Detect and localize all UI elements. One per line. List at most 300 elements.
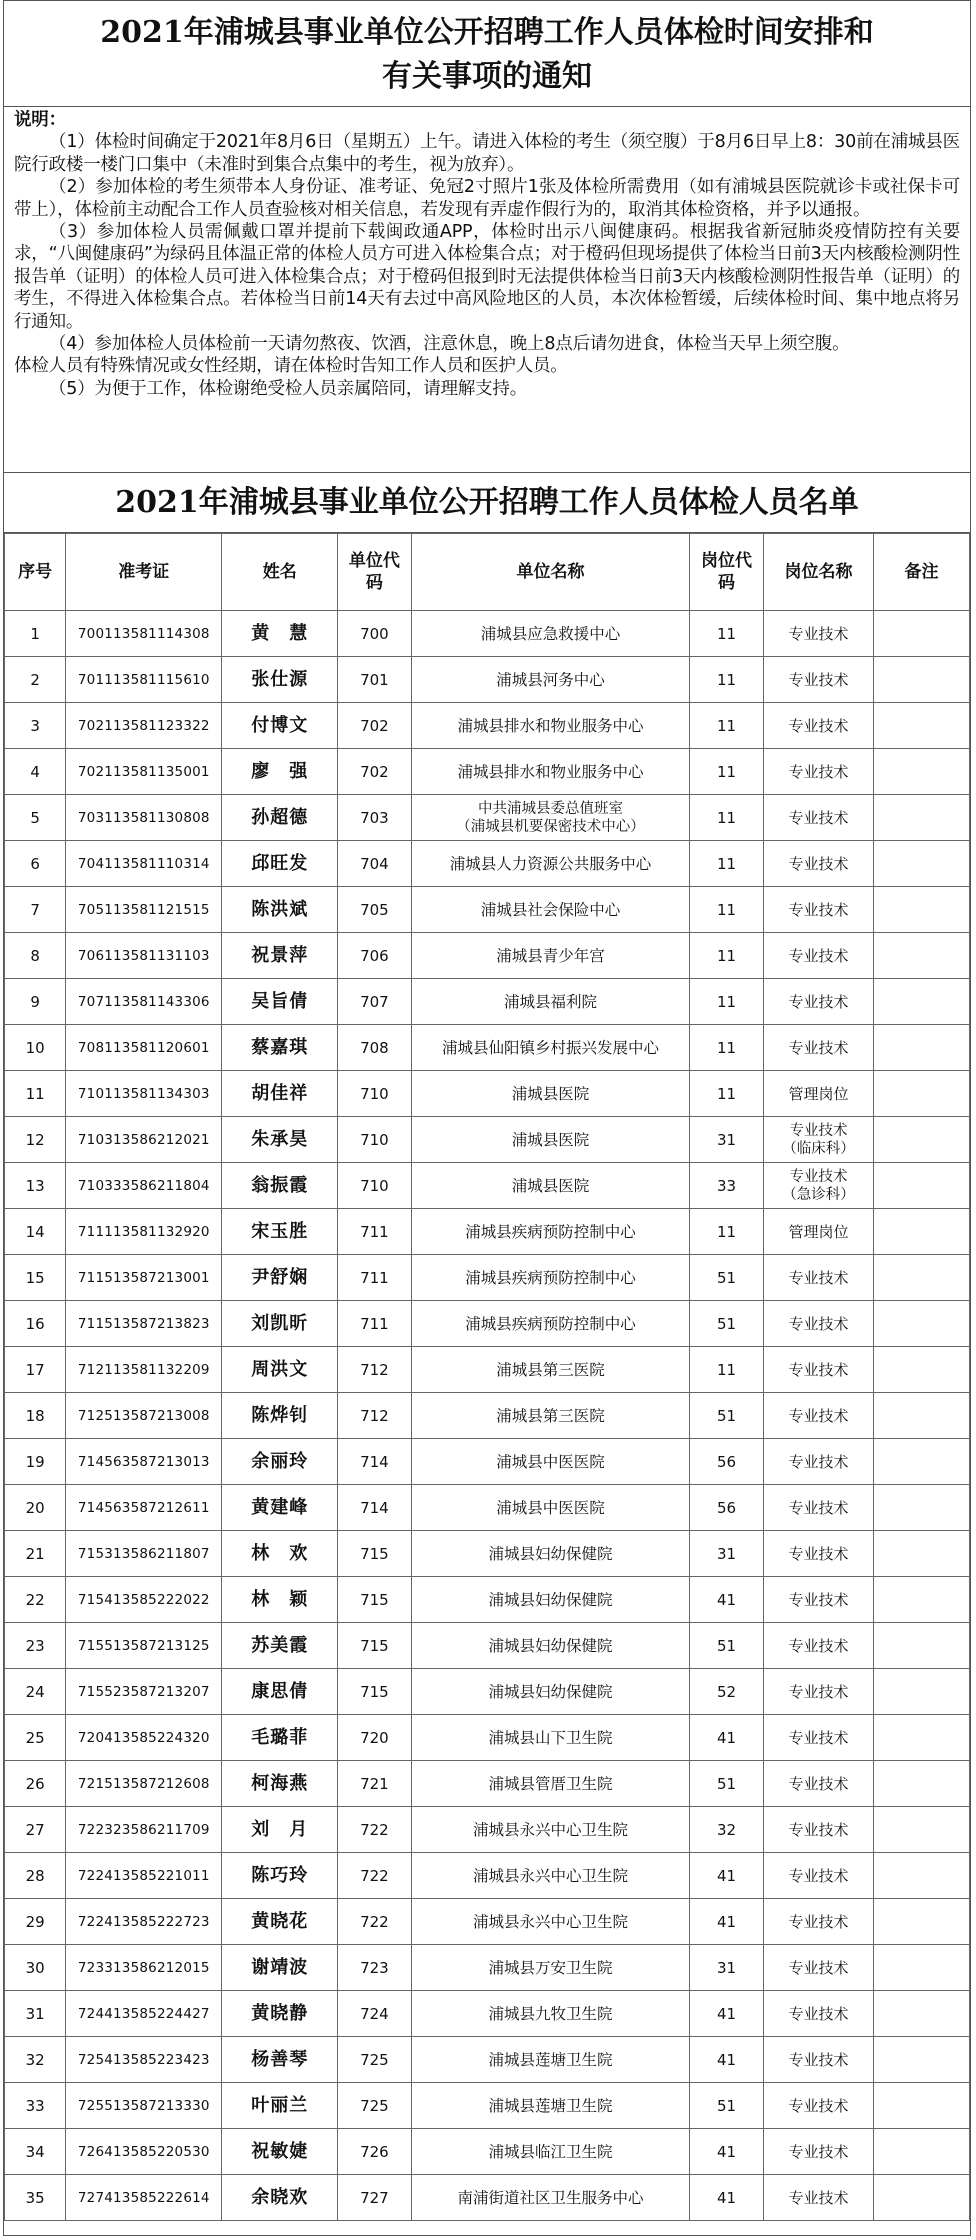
cell-ticket: 712513587213008 xyxy=(66,1393,222,1439)
table-row xyxy=(5,657,970,703)
cell-post-code: 11 xyxy=(690,841,764,887)
cell-post-name: 专业技术 xyxy=(763,1899,873,1945)
cell-index: 22 xyxy=(5,1577,66,1623)
cell-unit-code: 724 xyxy=(338,1991,412,2037)
cell-index: 23 xyxy=(5,1623,66,1669)
table-row xyxy=(5,1715,970,1761)
cell-unit-name: 浦城县中医医院 xyxy=(411,1439,690,1485)
cell-post-name: 专业技术 xyxy=(763,1945,873,1991)
cell-remarks xyxy=(874,1485,970,1531)
cell-remarks xyxy=(874,933,970,979)
cell-post-code: 11 xyxy=(690,1209,764,1255)
cell-unit-code: 712 xyxy=(338,1347,412,1393)
cell-remarks xyxy=(874,2175,970,2221)
cell-name: 陈洪斌 xyxy=(222,887,338,933)
cell-index: 27 xyxy=(5,1807,66,1853)
table-row xyxy=(5,703,970,749)
cell-index: 14 xyxy=(5,1209,66,1255)
cell-post-code: 32 xyxy=(690,1807,764,1853)
cell-remarks xyxy=(874,1807,970,1853)
notice-notes xyxy=(4,107,970,473)
cell-index: 1 xyxy=(5,611,66,657)
cell-remarks xyxy=(874,1715,970,1761)
cell-index: 30 xyxy=(5,1945,66,1991)
cell-post-code: 56 xyxy=(690,1439,764,1485)
cell-post-code: 41 xyxy=(690,2129,764,2175)
cell-post-name: 专业技术 （急诊科） xyxy=(763,1163,873,1209)
cell-post-name: 专业技术 xyxy=(763,1347,873,1393)
cell-post-code: 51 xyxy=(690,1623,764,1669)
cell-unit-name: 浦城县莲塘卫生院 xyxy=(411,2083,690,2129)
cell-post-name: 专业技术 xyxy=(763,1255,873,1301)
cell-index: 34 xyxy=(5,2129,66,2175)
cell-unit-name: 浦城县九牧卫生院 xyxy=(411,1991,690,2037)
cell-post-code: 41 xyxy=(690,2175,764,2221)
cell-remarks xyxy=(874,1301,970,1347)
cell-unit-code: 710 xyxy=(338,1163,412,1209)
cell-ticket: 707113581143306 xyxy=(66,979,222,1025)
cell-unit-name: 南浦街道社区卫生服务中心 xyxy=(411,2175,690,2221)
cell-remarks xyxy=(874,1577,970,1623)
cell-post-code: 41 xyxy=(690,1577,764,1623)
cell-post-code: 41 xyxy=(690,1899,764,1945)
cell-ticket: 711513587213823 xyxy=(66,1301,222,1347)
cell-remarks xyxy=(874,749,970,795)
cell-name: 陈烨钊 xyxy=(222,1393,338,1439)
cell-post-name: 专业技术 xyxy=(763,1577,873,1623)
cell-post-code: 41 xyxy=(690,1715,764,1761)
cell-unit-name: 浦城县医院 xyxy=(411,1117,690,1163)
cell-ticket: 711513587213001 xyxy=(66,1255,222,1301)
cell-name: 柯海燕 xyxy=(222,1761,338,1807)
cell-unit-name: 浦城县妇幼保健院 xyxy=(411,1531,690,1577)
cell-ticket: 715513587213125 xyxy=(66,1623,222,1669)
cell-unit-code: 704 xyxy=(338,841,412,887)
cell-ticket: 720413585224320 xyxy=(66,1715,222,1761)
cell-post-name: 专业技术 xyxy=(763,979,873,1025)
cell-unit-name: 浦城县青少年宫 xyxy=(411,933,690,979)
cell-index: 31 xyxy=(5,1991,66,2037)
cell-unit-name: 浦城县仙阳镇乡村振兴发展中心 xyxy=(411,1025,690,1071)
cell-ticket: 715413585222022 xyxy=(66,1577,222,1623)
cell-unit-code: 700 xyxy=(338,611,412,657)
cell-name: 陈巧玲 xyxy=(222,1853,338,1899)
cell-unit-name: 浦城县医院 xyxy=(411,1163,690,1209)
cell-unit-code: 715 xyxy=(338,1531,412,1577)
cell-remarks xyxy=(874,611,970,657)
table-row xyxy=(5,1945,970,1991)
cell-name: 张仕源 xyxy=(222,657,338,703)
table-row xyxy=(5,749,970,795)
document-sheet xyxy=(3,0,971,2236)
cell-post-code: 51 xyxy=(690,1301,764,1347)
cell-unit-name: 浦城县河务中心 xyxy=(411,657,690,703)
column-header-unit-name: 单位名称 xyxy=(411,534,690,611)
cell-post-name: 专业技术 xyxy=(763,887,873,933)
cell-unit-name: 浦城县第三医院 xyxy=(411,1393,690,1439)
cell-index: 33 xyxy=(5,2083,66,2129)
cell-post-name: 专业技术 xyxy=(763,933,873,979)
table-row xyxy=(5,1623,970,1669)
cell-name: 蔡嘉琪 xyxy=(222,1025,338,1071)
cell-index: 10 xyxy=(5,1025,66,1071)
cell-post-name: 专业技术 xyxy=(763,1669,873,1715)
table-row xyxy=(5,933,970,979)
cell-name: 黄建峰 xyxy=(222,1485,338,1531)
cell-remarks xyxy=(874,841,970,887)
cell-name: 林 欢 xyxy=(222,1531,338,1577)
cell-post-code: 41 xyxy=(690,1853,764,1899)
cell-unit-code: 702 xyxy=(338,749,412,795)
table-row xyxy=(5,795,970,841)
cell-post-name: 专业技术 xyxy=(763,1761,873,1807)
cell-remarks xyxy=(874,1991,970,2037)
cell-remarks xyxy=(874,887,970,933)
cell-unit-code: 710 xyxy=(338,1071,412,1117)
cell-ticket: 723313586212015 xyxy=(66,1945,222,1991)
table-row xyxy=(5,2037,970,2083)
cell-post-name: 专业技术 xyxy=(763,1853,873,1899)
column-header-remarks: 备注 xyxy=(874,534,970,611)
cell-index: 16 xyxy=(5,1301,66,1347)
cell-unit-name: 浦城县永兴中心卫生院 xyxy=(411,1853,690,1899)
note-item: （2）参加体检的考生须带本人身份证、准考证、免冠2寸照片1张及体检所需费用（如有浦城县医院就诊卡或社保卡可带上），体检前主动配合工作人员查验核对相关信息，若发现有弄虚作假行为的，取消其体检资格，并予以通报。 xyxy=(14,177,960,220)
cell-remarks xyxy=(874,979,970,1025)
table-row xyxy=(5,1347,970,1393)
roster-body xyxy=(5,611,970,2221)
cell-ticket: 703113581130808 xyxy=(66,795,222,841)
cell-ticket: 710113581134303 xyxy=(66,1071,222,1117)
cell-post-code: 31 xyxy=(690,1117,764,1163)
cell-ticket: 727413585222614 xyxy=(66,2175,222,2221)
table-row xyxy=(5,1531,970,1577)
cell-unit-code: 725 xyxy=(338,2083,412,2129)
cell-unit-name: 浦城县山下卫生院 xyxy=(411,1715,690,1761)
cell-post-code: 11 xyxy=(690,795,764,841)
cell-name: 宋玉胜 xyxy=(222,1209,338,1255)
cell-ticket: 714563587212611 xyxy=(66,1485,222,1531)
cell-name: 黄晓静 xyxy=(222,1991,338,2037)
cell-ticket: 701113581115610 xyxy=(66,657,222,703)
cell-name: 尹舒娴 xyxy=(222,1255,338,1301)
cell-unit-name: 浦城县临江卫生院 xyxy=(411,2129,690,2175)
table-row xyxy=(5,1991,970,2037)
cell-unit-code: 727 xyxy=(338,2175,412,2221)
cell-post-name: 专业技术 xyxy=(763,703,873,749)
cell-name: 吴旨倩 xyxy=(222,979,338,1025)
cell-name: 林 颖 xyxy=(222,1577,338,1623)
cell-post-code: 11 xyxy=(690,611,764,657)
cell-unit-name: 浦城县莲塘卫生院 xyxy=(411,2037,690,2083)
cell-unit-code: 720 xyxy=(338,1715,412,1761)
cell-index: 12 xyxy=(5,1117,66,1163)
table-row xyxy=(5,1853,970,1899)
cell-index: 25 xyxy=(5,1715,66,1761)
cell-name: 廖 强 xyxy=(222,749,338,795)
cell-remarks xyxy=(874,1531,970,1577)
cell-unit-code: 722 xyxy=(338,1899,412,1945)
table-row xyxy=(5,979,970,1025)
cell-name: 黄 慧 xyxy=(222,611,338,657)
column-header-index: 序号 xyxy=(5,534,66,611)
cell-post-code: 11 xyxy=(690,887,764,933)
column-header-post-name: 岗位名称 xyxy=(763,534,873,611)
cell-name: 周洪文 xyxy=(222,1347,338,1393)
cell-post-name: 专业技术 xyxy=(763,2129,873,2175)
cell-index: 32 xyxy=(5,2037,66,2083)
table-row xyxy=(5,1393,970,1439)
cell-post-code: 56 xyxy=(690,1485,764,1531)
table-row xyxy=(5,1025,970,1071)
cell-ticket: 722413585222723 xyxy=(66,1899,222,1945)
cell-remarks xyxy=(874,1347,970,1393)
cell-post-code: 31 xyxy=(690,1945,764,1991)
table-row xyxy=(5,1301,970,1347)
cell-unit-name: 浦城县万安卫生院 xyxy=(411,1945,690,1991)
cell-remarks xyxy=(874,1393,970,1439)
cell-index: 11 xyxy=(5,1071,66,1117)
table-row xyxy=(5,1255,970,1301)
cell-remarks xyxy=(874,703,970,749)
cell-post-code: 51 xyxy=(690,1255,764,1301)
cell-name: 胡佳祥 xyxy=(222,1071,338,1117)
cell-remarks xyxy=(874,1623,970,1669)
cell-post-code: 31 xyxy=(690,1531,764,1577)
cell-unit-name: 浦城县疾病预防控制中心 xyxy=(411,1209,690,1255)
cell-unit-name: 浦城县排水和物业服务中心 xyxy=(411,749,690,795)
cell-index: 3 xyxy=(5,703,66,749)
cell-unit-name: 浦城县中医医院 xyxy=(411,1485,690,1531)
cell-unit-name: 浦城县妇幼保健院 xyxy=(411,1577,690,1623)
cell-ticket: 710333586211804 xyxy=(66,1163,222,1209)
cell-post-code: 41 xyxy=(690,1991,764,2037)
cell-unit-code: 706 xyxy=(338,933,412,979)
notes-heading: 说明： xyxy=(14,110,66,130)
cell-index: 17 xyxy=(5,1347,66,1393)
cell-name: 翁振霞 xyxy=(222,1163,338,1209)
cell-index: 5 xyxy=(5,795,66,841)
cell-post-name: 专业技术 xyxy=(763,1025,873,1071)
table-row xyxy=(5,1485,970,1531)
cell-post-name: 专业技术 xyxy=(763,1991,873,2037)
cell-remarks xyxy=(874,1071,970,1117)
cell-name: 康思倩 xyxy=(222,1669,338,1715)
notice-title-line-1: 2021年浦城县事业单位公开招聘工作人员体检时间安排和 xyxy=(100,15,874,50)
cell-remarks xyxy=(874,795,970,841)
table-row xyxy=(5,1071,970,1117)
cell-unit-name: 浦城县永兴中心卫生院 xyxy=(411,1899,690,1945)
cell-post-name: 专业技术 xyxy=(763,2037,873,2083)
column-header-post-code: 岗位代 码 xyxy=(690,534,764,611)
cell-post-code: 11 xyxy=(690,703,764,749)
cell-unit-name: 浦城县妇幼保健院 xyxy=(411,1623,690,1669)
cell-index: 24 xyxy=(5,1669,66,1715)
cell-name: 刘 月 xyxy=(222,1807,338,1853)
cell-unit-code: 715 xyxy=(338,1623,412,1669)
cell-remarks xyxy=(874,1899,970,1945)
cell-ticket: 715313586211807 xyxy=(66,1531,222,1577)
cell-post-name: 专业技术 xyxy=(763,749,873,795)
cell-post-name: 专业技术 xyxy=(763,1531,873,1577)
cell-ticket: 712113581132209 xyxy=(66,1347,222,1393)
cell-ticket: 721513587212608 xyxy=(66,1761,222,1807)
cell-unit-code: 721 xyxy=(338,1761,412,1807)
cell-name: 刘凯昕 xyxy=(222,1301,338,1347)
cell-ticket: 702113581123322 xyxy=(66,703,222,749)
table-row xyxy=(5,2083,970,2129)
note-item: 体检人员有特殊情况或女性经期，请在体检时告知工作人员和医护人员。 xyxy=(14,356,568,377)
table-row xyxy=(5,841,970,887)
cell-post-name: 专业技术 xyxy=(763,841,873,887)
cell-index: 19 xyxy=(5,1439,66,1485)
cell-post-name: 专业技术 xyxy=(763,611,873,657)
cell-unit-code: 714 xyxy=(338,1485,412,1531)
cell-ticket: 706113581131103 xyxy=(66,933,222,979)
cell-unit-name: 浦城县人力资源公共服务中心 xyxy=(411,841,690,887)
cell-unit-code: 702 xyxy=(338,703,412,749)
cell-unit-code: 711 xyxy=(338,1255,412,1301)
note-item: （4）参加体检人员体检前一天请勿熬夜、饮酒，注意休息，晚上8点后请勿进食，体检当天早上须空腹。 xyxy=(49,334,850,355)
table-row xyxy=(5,1577,970,1623)
cell-post-code: 51 xyxy=(690,1393,764,1439)
cell-index: 28 xyxy=(5,1853,66,1899)
cell-unit-name: 浦城县永兴中心卫生院 xyxy=(411,1807,690,1853)
cell-remarks xyxy=(874,1945,970,1991)
cell-unit-code: 708 xyxy=(338,1025,412,1071)
cell-index: 20 xyxy=(5,1485,66,1531)
cell-post-code: 11 xyxy=(690,1025,764,1071)
cell-ticket: 700113581114308 xyxy=(66,611,222,657)
roster-table xyxy=(4,533,970,2221)
cell-post-name: 专业技术 （临床科） xyxy=(763,1117,873,1163)
table-row xyxy=(5,2129,970,2175)
cell-post-code: 33 xyxy=(690,1163,764,1209)
cell-unit-code: 710 xyxy=(338,1117,412,1163)
note-item: （3）参加体检人员需佩戴口罩并提前下载闽政通APP，体检时出示八闽健康码。根据我省新冠肺炎疫情防控有关要求，“八闽健康码”为绿码且体温正常的体检人员方可进入体检集合点；对于橙码但现场提供了体检当日前3天内核酸检测阴性报告单（证明）的体检人员可进入体检集合点；对于橙码但报到时无法提供体检当日前3天内核酸检测阴性报告单（证明）的考生，不得进入体检集合点。若体检当日前14天有去过中高风险地区的人员，本次体检暂缓，后续体检时间、集中地点将另行通知。 xyxy=(14,222,960,332)
cell-ticket: 722323586211709 xyxy=(66,1807,222,1853)
cell-post-code: 11 xyxy=(690,1071,764,1117)
note-item: （5）为便于工作，体检谢绝受检人员亲属陪同，请理解支持。 xyxy=(49,378,528,399)
cell-ticket: 711113581132920 xyxy=(66,1209,222,1255)
cell-remarks xyxy=(874,1669,970,1715)
cell-unit-name: 浦城县疾病预防控制中心 xyxy=(411,1255,690,1301)
cell-name: 杨善琴 xyxy=(222,2037,338,2083)
cell-index: 7 xyxy=(5,887,66,933)
cell-index: 18 xyxy=(5,1393,66,1439)
cell-remarks xyxy=(874,2083,970,2129)
cell-index: 35 xyxy=(5,2175,66,2221)
table-row xyxy=(5,887,970,933)
table-header-row xyxy=(5,534,970,611)
cell-ticket: 705113581121515 xyxy=(66,887,222,933)
cell-post-name: 专业技术 xyxy=(763,795,873,841)
cell-unit-code: 714 xyxy=(338,1439,412,1485)
table-row xyxy=(5,611,970,657)
cell-index: 6 xyxy=(5,841,66,887)
cell-remarks xyxy=(874,2037,970,2083)
cell-unit-code: 715 xyxy=(338,1669,412,1715)
cell-remarks xyxy=(874,1439,970,1485)
cell-remarks xyxy=(874,1255,970,1301)
cell-name: 朱承昊 xyxy=(222,1117,338,1163)
cell-unit-name: 浦城县医院 xyxy=(411,1071,690,1117)
cell-post-code: 41 xyxy=(690,2037,764,2083)
cell-ticket: 725513587213330 xyxy=(66,2083,222,2129)
cell-index: 9 xyxy=(5,979,66,1025)
cell-remarks xyxy=(874,1025,970,1071)
table-row xyxy=(5,1761,970,1807)
notice-title-line-2: 有关事项的通知 xyxy=(382,59,592,94)
cell-unit-code: 703 xyxy=(338,795,412,841)
cell-post-name: 专业技术 xyxy=(763,1439,873,1485)
cell-post-code: 11 xyxy=(690,979,764,1025)
cell-post-name: 专业技术 xyxy=(763,2083,873,2129)
table-row xyxy=(5,1669,970,1715)
cell-post-name: 专业技术 xyxy=(763,1301,873,1347)
cell-post-code: 52 xyxy=(690,1669,764,1715)
table-row xyxy=(5,1899,970,1945)
table-row xyxy=(5,1117,970,1163)
cell-unit-code: 712 xyxy=(338,1393,412,1439)
table-row xyxy=(5,1807,970,1853)
column-header-name: 姓名 xyxy=(222,534,338,611)
cell-index: 8 xyxy=(5,933,66,979)
cell-index: 26 xyxy=(5,1761,66,1807)
cell-ticket: 710313586212021 xyxy=(66,1117,222,1163)
cell-ticket: 714563587213013 xyxy=(66,1439,222,1485)
cell-index: 21 xyxy=(5,1531,66,1577)
cell-remarks xyxy=(874,1209,970,1255)
cell-name: 叶丽兰 xyxy=(222,2083,338,2129)
cell-unit-code: 715 xyxy=(338,1577,412,1623)
cell-unit-name: 中共浦城县委总值班室 （浦城县机要保密技术中心） xyxy=(411,795,690,841)
cell-unit-name: 浦城县管厝卫生院 xyxy=(411,1761,690,1807)
cell-name: 谢靖波 xyxy=(222,1945,338,1991)
notice-title xyxy=(4,1,970,107)
cell-post-code: 11 xyxy=(690,933,764,979)
cell-ticket: 722413585221011 xyxy=(66,1853,222,1899)
table-row xyxy=(5,1209,970,1255)
note-item: （1）体检时间确定于2021年8月6日（星期五）上午。请进入体检的考生（须空腹）于8月6日早上8：30前在浦城县医院行政楼一楼门口集中（未准时到集合点集中的考生，视为放弃）。 xyxy=(14,132,960,175)
cell-remarks xyxy=(874,1761,970,1807)
cell-post-name: 专业技术 xyxy=(763,1807,873,1853)
cell-index: 4 xyxy=(5,749,66,795)
cell-unit-name: 浦城县妇幼保健院 xyxy=(411,1669,690,1715)
cell-unit-name: 浦城县社会保险中心 xyxy=(411,887,690,933)
cell-index: 29 xyxy=(5,1899,66,1945)
cell-ticket: 708113581120601 xyxy=(66,1025,222,1071)
cell-post-name: 专业技术 xyxy=(763,2175,873,2221)
cell-name: 黄晓花 xyxy=(222,1899,338,1945)
cell-name: 邱旺发 xyxy=(222,841,338,887)
cell-unit-code: 725 xyxy=(338,2037,412,2083)
cell-name: 毛璐菲 xyxy=(222,1715,338,1761)
cell-post-name: 管理岗位 xyxy=(763,1071,873,1117)
cell-post-name: 管理岗位 xyxy=(763,1209,873,1255)
cell-unit-code: 705 xyxy=(338,887,412,933)
cell-name: 孙超德 xyxy=(222,795,338,841)
table-row xyxy=(5,1163,970,1209)
cell-name: 祝景萍 xyxy=(222,933,338,979)
cell-remarks xyxy=(874,1853,970,1899)
cell-remarks xyxy=(874,1117,970,1163)
cell-ticket: 726413585220530 xyxy=(66,2129,222,2175)
cell-ticket: 704113581110314 xyxy=(66,841,222,887)
cell-ticket: 702113581135001 xyxy=(66,749,222,795)
cell-ticket: 724413585224427 xyxy=(66,1991,222,2037)
cell-unit-code: 707 xyxy=(338,979,412,1025)
cell-index: 13 xyxy=(5,1163,66,1209)
